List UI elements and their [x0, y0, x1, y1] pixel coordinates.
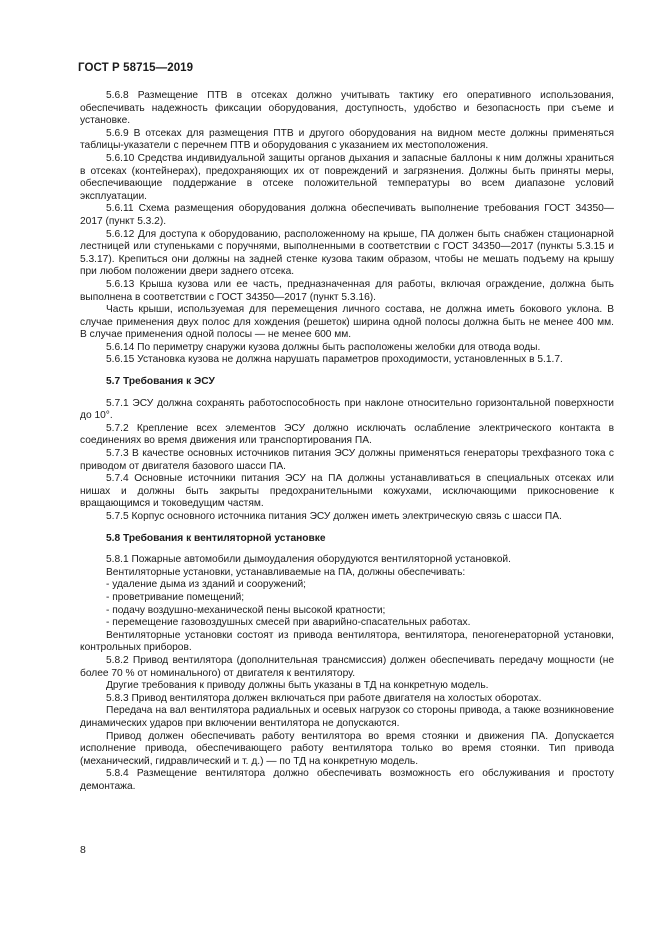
list-item: - перемещение газовоздушных смесей при аварийно-спасательных работах. [106, 617, 471, 629]
paragraph-drive-other-requirements: Другие требования к приводу должны быть указаны в ТД на конкретную модель. [106, 680, 489, 692]
list-item: - подачу воздушно-механической пены высокой кратности; [106, 604, 386, 616]
section-heading-5-8: 5.8 Требования к вентиляторной установке [106, 532, 326, 544]
paragraph-5-6-14: 5.6.14 По периметру снаружи кузова должны быть расположены желобки для отвода воды. [106, 341, 541, 353]
paragraph-5-7-3: 5.7.3 В качестве основных источников питания ЭСУ должны применяться генераторы трехфазного тока с приводом от двигателя базового шасси ПА. [80, 448, 614, 472]
paragraph-5-7-2: 5.7.2 Крепление всех элементов ЭСУ должно исключать ослабление электрического контакта в соединениях во время движения или транспортирования ПА. [80, 422, 614, 447]
paragraph-5-6-12: 5.6.12 Для доступа к оборудованию, расположенному на крыше, ПА должен быть снабжен стационарной лестницей или ступеньками с поручнями, выполненными в соответствии с ГОСТ 34350—2017 (пункты 5.3.15 и 5.3.17). Крепиться они должны на задней стенке кузова таким образом, чтобы не мешать подъему на крышу при любом положении двери заднего отсека. [80, 228, 614, 278]
list-item: - удаление дыма из зданий и сооружений; [106, 579, 307, 591]
paragraph-5-6-8: 5.6.8 Размещение ПТВ в отсеках должно учитывать тактику его оперативного использования, обеспечивать надежность фиксации оборудования, доступность, удобство и безопасность при съеме и установке. [80, 90, 614, 127]
paragraph-5-7-4: 5.7.4 Основные источники питания ЭСУ на ПА должны устанавливаться в специальных отсеках или нишах и должны быть закрыты предохранительными кожухами, исключающими прикосновение к вращающимся и токоведущим частям. [80, 473, 614, 510]
paragraph-5-6-10: 5.6.10 Средства индивидуальной защиты органов дыхания и запасные баллоны к ним должны храниться в отсеках (контейнерах), предохраняющих их от повреждений и загрязнения. Должны быть приняты меры, обеспечивающие поддержание в отсеке положительной температуры во всем диапазоне условий эксплуатации. [80, 152, 614, 202]
paragraph-5-6-11: 5.6.11 Схема размещения оборудования должна обеспечивать выполнение требования ГОСТ 34350—2017 (пункт 5.3.2). [80, 203, 614, 227]
paragraph-5-8-4: 5.8.4 Размещение вентилятора должно обеспечивать возможность его обслуживания и простоту демонтажа. [80, 768, 614, 792]
document-code-header: ГОСТ Р 58715—2019 [78, 62, 194, 74]
list-item: - проветривание помещений; [106, 591, 245, 603]
document-body [80, 90, 614, 793]
paragraph-drive-operation: Привод должен обеспечивать работу вентилятора во время стоянки и движения ПА. Допускается исполнение привода, обеспечивающего работу вентилятора только во время стоянки. Тип привода (механический, гидравлический и т. д.) — по ТД на конкретную модель. [80, 730, 614, 767]
paragraph-5-8-1: 5.8.1 Пожарные автомобили дымоудаления оборудуются вентиляторной установкой. [106, 554, 511, 566]
paragraph-5-6-13: 5.6.13 Крыша кузова или ее часть, предназначенная для работы, включая ограждение, должна быть выполнена в соответствии с ГОСТ 34350—2017 (пункт 5.3.16). [80, 278, 614, 303]
paragraph-roof-part: Часть крыши, используемая для перемещения личного состава, не должна иметь бокового уклона. В случае применения двух полос для хождения (решеток) ширина одной полосы должна быть не менее 400 мм. В случае применения одной полосы — не менее 600 мм. [80, 304, 614, 341]
paragraph-5-7-1: 5.7.1 ЭСУ должна сохранять работоспособность при наклоне относительно горизонтальной поверхности до 10°. [80, 397, 614, 422]
paragraph-fan-units-composition: Вентиляторные установки состоят из привода вентилятора, вентилятора, пеногенераторной установки, контрольных приборов. [80, 629, 614, 654]
paragraph-5-8-2: 5.8.2 Привод вентилятора (дополнительная трансмиссия) должен обеспечивать передачу мощности (не более 70 % от номинального) от двигателя к вентилятору. [80, 654, 614, 679]
page-number: 8 [80, 844, 86, 856]
paragraph-5-7-5: 5.7.5 Корпус основного источника питания ЭСУ должен иметь электрическую связь с шасси ПА. [106, 511, 562, 522]
paragraph-5-6-15: 5.6.15 Установка кузова не должна нарушать параметров проходимости, установленных в 5.1.7. [106, 354, 563, 366]
paragraph-shaft-loads: Передача на вал вентилятора радиальных и осевых нагрузок со стороны привода, а также возникновение динамических ударов при включении вентилятора не допускаются. [80, 705, 614, 729]
section-heading-5-7: 5.7 Требования к ЭСУ [106, 376, 215, 388]
paragraph-5-6-9: 5.6.9 В отсеках для размещения ПТВ и другого оборудования на видном месте должны применяться таблицы-указатели с перечнем ПТВ и оборудования с указанием их местоположения. [80, 127, 614, 152]
paragraph-5-8-3: 5.8.3 Привод вентилятора должен включаться при работе двигателя на холостых оборотах. [106, 692, 542, 704]
paragraph-fan-units-intro: Вентиляторные установки, устанавливаемые на ПА, должны обеспечивать: [106, 566, 466, 578]
